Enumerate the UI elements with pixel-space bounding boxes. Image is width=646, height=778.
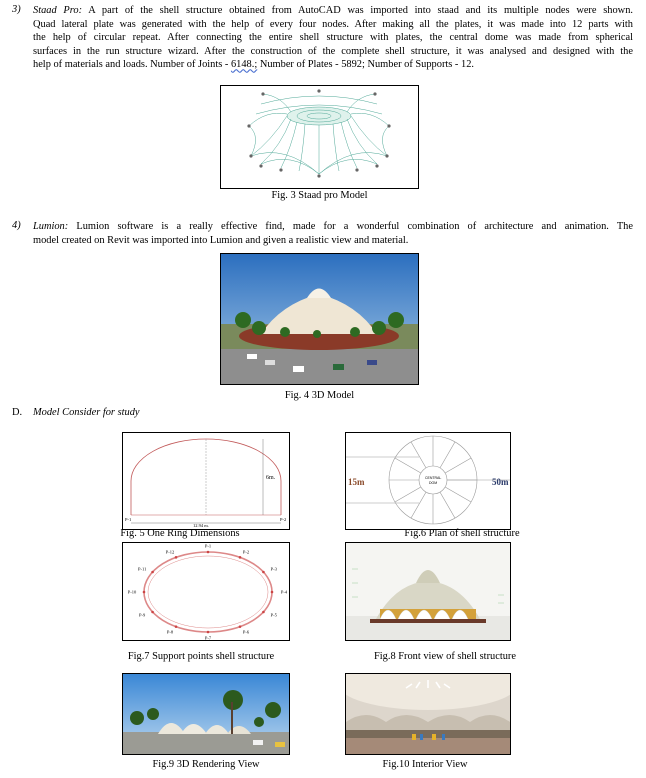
fig-8-front-view-image [345,542,511,641]
plan-spoke [395,487,421,502]
support-point-label: P-10 [127,589,137,595]
section-3-line-1: A part of the shell structure obtained from AutoCAD was imported into staad and its multiple nodes were shown. [88,5,633,16]
section-3-line-3: the help of circular repeat. After connecting the entire shell structure with plates, the central dome was made from spherical [33,32,633,44]
section-3-line-5a: help of materials and loads. Number of Joints - [33,59,231,71]
central-dome-label-1: CENTRAL [425,476,442,480]
front-view-render [346,543,510,640]
section-4-title: Lumion: [33,221,69,232]
support-point-marker [262,611,265,614]
fig-7-support-points-image [122,542,290,641]
section-3-paragraph [33,4,633,72]
support-point-marker [151,571,154,574]
fig-10-caption: Fig.10 Interior View [382,759,468,770]
fig-9-caption: Fig.9 3D Rendering View [152,759,260,770]
fig-3-caption: Fig. 3 Staad pro Model [271,190,368,201]
plan-spoke [440,492,455,518]
left-support-label: P-1 [125,517,132,522]
section-3-line-4: surfaces in the run structure wizard. After the construction of the complete shell structure, it was analysed and designed with the [33,45,633,57]
ring-dimension-drawing [123,433,289,529]
section-3-number: 3) [12,4,21,15]
fig-7-caption: Fig.7 Support points shell structure [127,651,275,662]
section-4-line-2: model created on Revit was imported into Lumion and given a realistic view and material. [33,234,409,246]
fig-10-interior-image [345,673,511,755]
section-d-title: Model Consider for study [33,407,140,418]
support-point-label: P-2 [242,549,250,555]
plan-spoke [411,492,426,518]
support-point-marker [239,625,242,628]
fig-9-rendering-image [122,673,290,755]
support-point-label: P-12 [165,549,175,555]
support-point-label: P-11 [138,566,147,572]
span-label: 12.94 m. [193,523,209,528]
section-4-paragraph [33,220,633,247]
lumion-render [221,254,418,384]
section-3-title: Staad Pro: [33,5,83,16]
fig-8-caption: Fig.8 Front view of shell structure [374,651,516,662]
fig-4-3d-model-image [220,253,419,385]
plan-spoke [445,458,471,473]
support-point-label: P-8 [166,629,174,635]
support-point-marker [175,556,178,559]
support-point-marker [262,571,265,574]
central-dome-label-2: DOM [429,481,438,485]
fig-3-staad-model-image [220,85,419,189]
support-point-marker [151,611,154,614]
plan-spoke [440,442,455,468]
fig-6-plan-image [345,432,511,530]
plan-spoke [411,442,426,468]
plan-drawing [346,433,510,529]
interior-view [346,674,510,754]
support-point-label: P-1 [204,543,212,549]
joints-count: 6148.; [230,59,258,71]
section-4-line-1: Lumion software is a really effective find, made for a wonderful combination of architecture and animation. The [76,221,633,232]
support-point-marker [143,591,146,594]
plan-spoke [445,487,471,502]
fig-6-caption: Fig.6 Plan of shell structure [404,528,520,539]
section-d-letter: D. [12,407,23,418]
support-point-marker [239,556,242,559]
support-points-drawing [123,543,289,640]
fig-4-caption: Fig. 4 3D Model [284,390,355,401]
support-point-marker [207,631,210,634]
section-4-number: 4) [12,220,21,231]
rendering-view [123,674,289,754]
support-point-marker [271,591,274,594]
support-point-label: P-4 [280,589,288,595]
fig-5-caption: Fig. 5 One Ring Dimensions [120,528,240,539]
staad-shell-wireframe [221,86,418,188]
support-point-label: P-7 [204,635,212,640]
support-point-marker [175,625,178,628]
support-point-label: P-3 [270,566,277,572]
support-point-label: P-6 [242,629,250,635]
plan-left-label: 15m [348,477,365,487]
section-3-line-2: Quad lateral plate was generated with the help of every four nodes. After making all the plates, it was made into 12 parts with [33,18,633,30]
section-3-line-5c: Number of Plates - 5892; Number of Supports - 12. [257,59,474,71]
height-label: 6m. [266,475,276,481]
plan-right-label: 50m [492,477,509,487]
support-point-label: P-9 [139,612,146,618]
right-support-label: P-2 [280,517,287,522]
support-point-marker [207,551,210,554]
fig-5-ring-dimensions-image [122,432,290,530]
plan-spoke [395,458,421,473]
support-point-label: P-5 [270,612,277,618]
